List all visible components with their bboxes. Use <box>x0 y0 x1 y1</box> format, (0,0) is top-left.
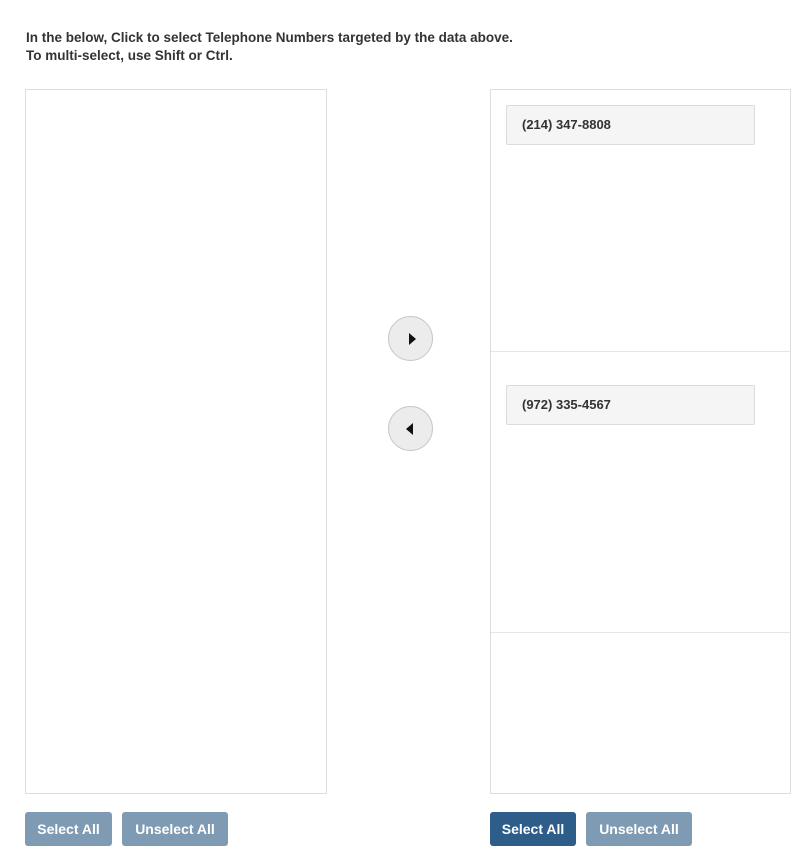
right-unselect-all-button[interactable]: Unselect All <box>586 812 692 846</box>
instructions-line-1: In the below, Click to select Telephone Numbers targeted by the data above. <box>26 30 513 45</box>
instructions-line-2: To multi-select, use Shift or Ctrl. <box>26 48 233 63</box>
triangle-right-icon <box>409 333 416 345</box>
selected-numbers-list[interactable] <box>490 89 791 794</box>
instructions <box>26 29 513 65</box>
available-numbers-list[interactable] <box>25 89 327 794</box>
move-left-button[interactable] <box>388 406 433 451</box>
list-item-phone-number[interactable]: (972) 335-4567 <box>506 385 755 425</box>
list-item-phone-number[interactable]: (214) 347-8808 <box>506 105 755 145</box>
right-select-all-button[interactable]: Select All <box>490 812 576 846</box>
left-select-all-button[interactable]: Select All <box>25 812 112 846</box>
move-right-button[interactable] <box>388 316 433 361</box>
list-group <box>491 351 790 633</box>
triangle-left-icon <box>406 423 413 435</box>
list-group <box>491 90 790 352</box>
left-unselect-all-button[interactable]: Unselect All <box>122 812 228 846</box>
